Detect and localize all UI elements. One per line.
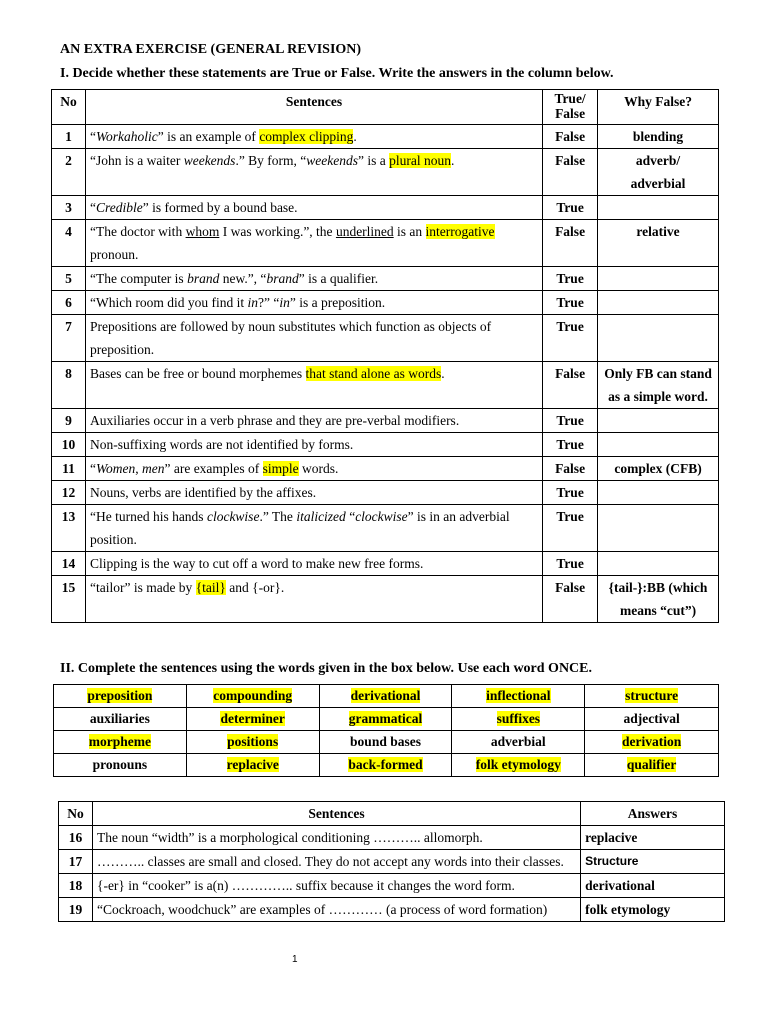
table-row <box>52 149 719 196</box>
sentence: “The computer is brand new.”, “brand” is a qualifier. <box>85 267 542 291</box>
table-row <box>59 850 725 874</box>
word: adverbial <box>490 734 546 749</box>
why-false-answer <box>598 409 719 433</box>
word: folk etymology <box>475 757 561 772</box>
table-row <box>59 898 725 922</box>
true-false-answer: True <box>543 481 598 505</box>
true-false-answer: True <box>543 505 598 552</box>
row-number: 19 <box>59 898 93 922</box>
header-no: No <box>52 90 86 125</box>
why-false-answer: Only FB can stand as a simple word. <box>598 362 719 409</box>
word: auxiliaries <box>89 711 150 726</box>
why-false-answer: {tail-}:BB (which means “cut”) <box>598 576 719 623</box>
sentence: Prepositions are followed by noun substitutes which function as objects of preposition. <box>85 315 542 362</box>
why-false-answer <box>598 267 719 291</box>
true-false-answer: True <box>543 196 598 220</box>
word-box <box>53 684 719 777</box>
why-false-answer <box>598 481 719 505</box>
word: morpheme <box>88 734 151 749</box>
word: qualifier <box>626 757 677 772</box>
word-box-row <box>54 754 719 777</box>
word: bound bases <box>350 734 421 749</box>
true-false-answer: False <box>543 576 598 623</box>
header-sentences: Sentences <box>85 90 542 125</box>
table-row <box>52 196 719 220</box>
table-row <box>52 362 719 409</box>
sentence: “Workaholic” is an example of complex clipping. <box>85 125 542 149</box>
why-false-answer <box>598 433 719 457</box>
row-number: 2 <box>52 149 86 196</box>
sentence: “Women, men” are examples of simple words. <box>85 457 542 481</box>
why-false-answer <box>598 552 719 576</box>
answer: Structure <box>581 850 725 874</box>
page-title: AN EXTRA EXERCISE (GENERAL REVISION) <box>60 42 362 57</box>
word: grammatical <box>348 711 423 726</box>
header-sentences: Sentences <box>92 802 580 826</box>
table-row <box>52 576 719 623</box>
row-number: 4 <box>52 220 86 267</box>
true-false-answer: True <box>543 291 598 315</box>
true-false-answer: True <box>543 433 598 457</box>
answer: folk etymology <box>581 898 725 922</box>
true-false-answer: False <box>543 220 598 267</box>
header-no: No <box>59 802 93 826</box>
table-row <box>52 315 719 362</box>
why-false-answer: relative <box>598 220 719 267</box>
true-false-answer: True <box>543 409 598 433</box>
why-false-answer <box>598 291 719 315</box>
sentence: {-er} in “cooker” is a(n) ………….. suffix because it changes the word form. <box>92 874 580 898</box>
sentence: ……….. classes are small and closed. They do not accept any words into their classes. <box>92 850 580 874</box>
row-number: 6 <box>52 291 86 315</box>
row-number: 10 <box>52 433 86 457</box>
sentence: “Credible” is formed by a bound base. <box>85 196 542 220</box>
sentence: The noun “width” is a morphological conditioning ……….. allomorph. <box>92 826 580 850</box>
table-row <box>52 409 719 433</box>
word: derivational <box>350 688 421 703</box>
true-false-answer: True <box>543 315 598 362</box>
true-false-answer: False <box>543 125 598 149</box>
word: derivation <box>621 734 682 749</box>
part1-instruction: I. Decide whether these statements are True or False. Write the answers in the column below. <box>60 66 614 81</box>
true-false-answer: True <box>543 267 598 291</box>
sentence: “He turned his hands clockwise.” The italicized “clockwise” is in an adverbial position. <box>85 505 542 552</box>
word-box-row <box>54 685 719 708</box>
header-answers: Answers <box>581 802 725 826</box>
sentence: “Cockroach, woodchuck” are examples of ………… (a process of word formation) <box>92 898 580 922</box>
sentence: “Which room did you find it in?” “in” is a preposition. <box>85 291 542 315</box>
row-number: 12 <box>52 481 86 505</box>
word: back-formed <box>348 757 423 772</box>
table-header <box>52 90 719 125</box>
row-number: 7 <box>52 315 86 362</box>
table-row <box>52 433 719 457</box>
row-number: 9 <box>52 409 86 433</box>
word: determiner <box>220 711 285 726</box>
sentence: Bases can be free or bound morphemes that stand alone as words. <box>85 362 542 409</box>
table-header <box>59 802 725 826</box>
word-box-row <box>54 731 719 754</box>
table-row <box>52 125 719 149</box>
word: preposition <box>87 688 153 703</box>
sentence: Nouns, verbs are identified by the affixes. <box>85 481 542 505</box>
table-row <box>59 826 725 850</box>
why-false-answer: complex (CFB) <box>598 457 719 481</box>
table-row <box>52 481 719 505</box>
header-true-false: True/ False <box>543 90 598 125</box>
table-row <box>52 552 719 576</box>
table-row <box>52 291 719 315</box>
answer: replacive <box>581 826 725 850</box>
true-false-table <box>51 89 719 623</box>
row-number: 3 <box>52 196 86 220</box>
true-false-answer: False <box>543 457 598 481</box>
true-false-answer: False <box>543 149 598 196</box>
why-false-answer: blending <box>598 125 719 149</box>
true-false-answer: True <box>543 552 598 576</box>
row-number: 5 <box>52 267 86 291</box>
sentence: Non-suffixing words are not identified by forms. <box>85 433 542 457</box>
word: replacive <box>226 757 279 772</box>
row-number: 1 <box>52 125 86 149</box>
sentence: “The doctor with whom I was working.”, the underlined is an interrogative pronoun. <box>85 220 542 267</box>
sentence: “John is a waiter weekends.” By form, “weekends” is a plural noun. <box>85 149 542 196</box>
row-number: 18 <box>59 874 93 898</box>
row-number: 17 <box>59 850 93 874</box>
completion-table <box>58 801 725 922</box>
answer: derivational <box>581 874 725 898</box>
row-number: 13 <box>52 505 86 552</box>
word: positions <box>227 734 279 749</box>
row-number: 8 <box>52 362 86 409</box>
sentence: “tailor” is made by {tail} and {-or}. <box>85 576 542 623</box>
row-number: 15 <box>52 576 86 623</box>
word-box-row <box>54 708 719 731</box>
row-number: 11 <box>52 457 86 481</box>
header-why-false: Why False? <box>598 90 719 125</box>
table-row <box>52 505 719 552</box>
part2-instruction: II. Complete the sentences using the words given in the box below. Use each word ONCE. <box>60 661 592 676</box>
table-row <box>52 220 719 267</box>
table-row <box>59 874 725 898</box>
sentence: Clipping is the way to cut off a word to make new free forms. <box>85 552 542 576</box>
why-false-answer: adverb/ adverbial <box>598 149 719 196</box>
why-false-answer <box>598 196 719 220</box>
row-number: 14 <box>52 552 86 576</box>
why-false-answer <box>598 315 719 362</box>
true-false-answer: False <box>543 362 598 409</box>
table-row <box>52 457 719 481</box>
word: adjectival <box>623 711 680 726</box>
word: compounding <box>213 688 293 703</box>
word: suffixes <box>496 711 541 726</box>
page-number: 1 <box>292 954 298 965</box>
word: inflectional <box>486 688 551 703</box>
why-false-answer <box>598 505 719 552</box>
table-row <box>52 267 719 291</box>
word: structure <box>625 688 679 703</box>
row-number: 16 <box>59 826 93 850</box>
word: pronouns <box>92 757 148 772</box>
sentence: Auxiliaries occur in a verb phrase and they are pre-verbal modifiers. <box>85 409 542 433</box>
